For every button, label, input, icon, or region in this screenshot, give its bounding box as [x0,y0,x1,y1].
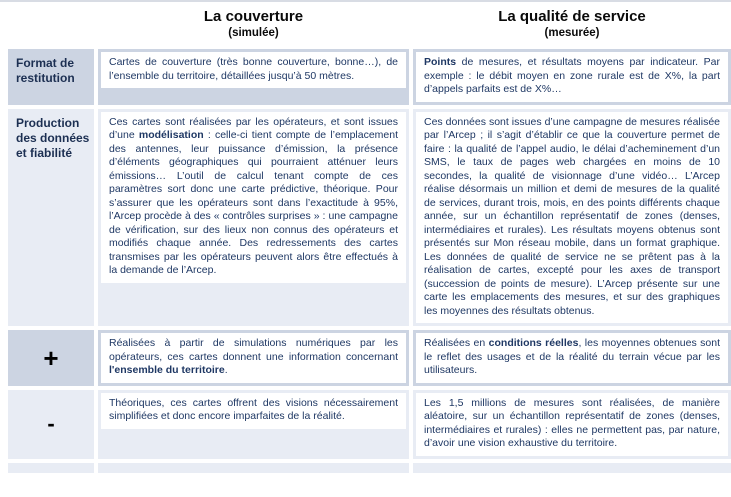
cell-format-couverture [98,49,409,105]
header-empty-cell [8,5,94,45]
row-label-production-donnees: Production des données et fiabilité [8,109,94,327]
header-qualite [413,5,731,45]
cell-production-qualite [413,109,731,327]
cell-minus-couverture [98,390,409,459]
row-label-plus [8,330,94,386]
row-label-format-de-restitution: Format de restitution [8,49,94,105]
cell-minus-qualite-text: Les 1,5 millions de mesures sont réalisées, de manière aléatoire, sur un échantillon représentatif de zones (denses, intermédiaires et rurales) : elles ne permettent pas, par nature, d’avoir une vision exhaustive du territoire. [416,393,728,456]
comparison-table [0,5,731,473]
cell-plus-qualite-text: Réalisées en conditions réelles, les moyennes obtenues sont le reflet des usages et de la réalité du terrain vécue par les utilisateurs. [416,333,728,383]
cell-minus-qualite [413,390,731,459]
cell-format-couverture-text: Cartes de couverture (très bonne couverture, bonne…), de l’ensemble du territoire, détaillées jusqu’à 50 mètres. [101,52,406,88]
cell-production-couverture-text: Ces cartes sont réalisées par les opérateurs, et sont issues d’une modélisation : celle-ci tient compte de l’emplacement des antennes, leur puissance d’émission, la présence d’éléments géographiques qui pourraient atténuer leurs émissions… L’outil de calcul tenant compte de ces paramètres sort donc une carte prédictive, théorique. Pour s’assurer que les opérateurs sont dans l’exactitude à 95%, l’Arcep procède à des « contrôles surprises » : une campagne de vérification, sur des lieux non connus des opérateurs et modifiés chaque année. Des redressements des cartes transmises par les opérateurs peuvent alors être effectués à la demande de l’Arcep. [101,112,406,283]
table-top-border [0,0,731,2]
cell-plus-qualite [413,330,731,386]
header-qualite-subtitle: (mesurée) [544,27,600,39]
plus-symbol: + [43,342,59,373]
header-couverture-title: La couverture [203,8,304,25]
minus-symbol: - [47,411,55,436]
footer-strip-qualite-col [413,463,731,473]
cell-minus-couverture-text: Théoriques, ces cartes offrent des visions nécessairement simplifiées et donc encore imparfaites de la réalité. [101,393,406,429]
footer-strip-label-col [8,463,94,473]
cell-production-qualite-text: Ces données sont issues d’une campagne de mesures réalisée par l’Arcep ; il s’agit d’établir ce que la couverture permet de faire : la qualité de l’appel audio, le délai d’acheminement d’un SMS, le taux de pages web chargées en moins de 10 secondes, la qualité de visionnage d’une vidéo… L’Arcep réalise désormais un million et demi de mesures de la qualité de services, durant trois, mois, en des points différents chaque année, sur un échantillon représentatif de zones (denses, intermédiaires et rurales). Les résultats moyens obtenus sont présentés sur Mon réseau mobile, dans un format graphique. Les données de qualité de service ne se prêtent pas à la réalisation de cartes, excepté pour les axes de transport (succession de points de mesure). L’Arcep présente sur une carte les emplacements des mesures, et sur des graphiques les moyennes des résultats obtenus. [416,112,728,324]
header-qualite-title: La qualité de service [498,8,646,25]
footer-strip-couverture-col [98,463,409,473]
row-label-minus [8,390,94,459]
header-couverture [98,5,409,45]
cell-plus-couverture [98,330,409,386]
cell-plus-couverture-text: Réalisées à partir de simulations numériques par les opérateurs, ces cartes donnent une information concernant l'ensemble du territoire. [101,333,406,383]
header-couverture-subtitle: (simulée) [228,27,279,39]
cell-format-qualite [413,49,731,105]
cell-format-qualite-text: Points de mesures, et résultats moyens par indicateur. Par exemple : le débit moyen en zone rurale est de X%, la part d’appels parfaits est de X%… [416,52,728,102]
cell-production-couverture [98,109,409,327]
